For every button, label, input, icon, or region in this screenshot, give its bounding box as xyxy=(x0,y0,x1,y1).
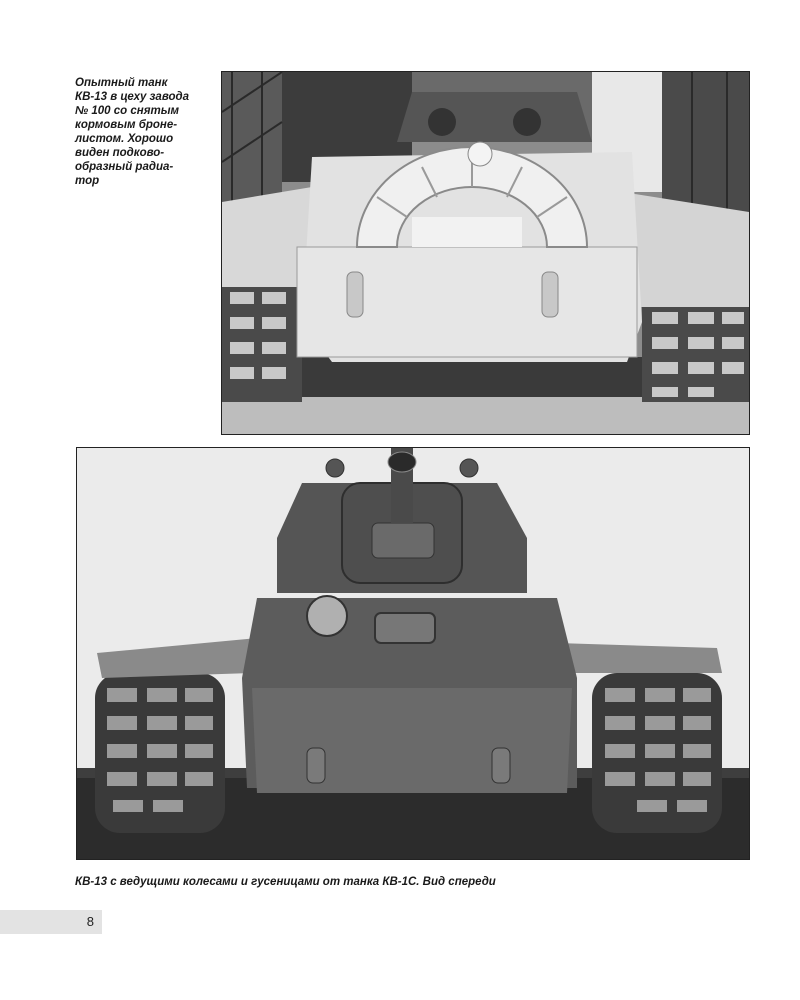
photo-tank-front-view xyxy=(76,447,750,860)
page-number: 8 xyxy=(86,914,94,929)
photo-caption-bottom: КВ-13 с ведущими колесами и гусеницами от танка КВ-1С. Вид спереди xyxy=(75,876,496,888)
page-number-tab xyxy=(0,910,102,934)
photo-caption-top: Опытный танк КВ-13 в цеху завода № 100 со снятым кормовым броне- листом. Хорошо виден подково- образный радиа- тор xyxy=(75,77,190,187)
photo-tank-rear-view xyxy=(221,71,750,435)
